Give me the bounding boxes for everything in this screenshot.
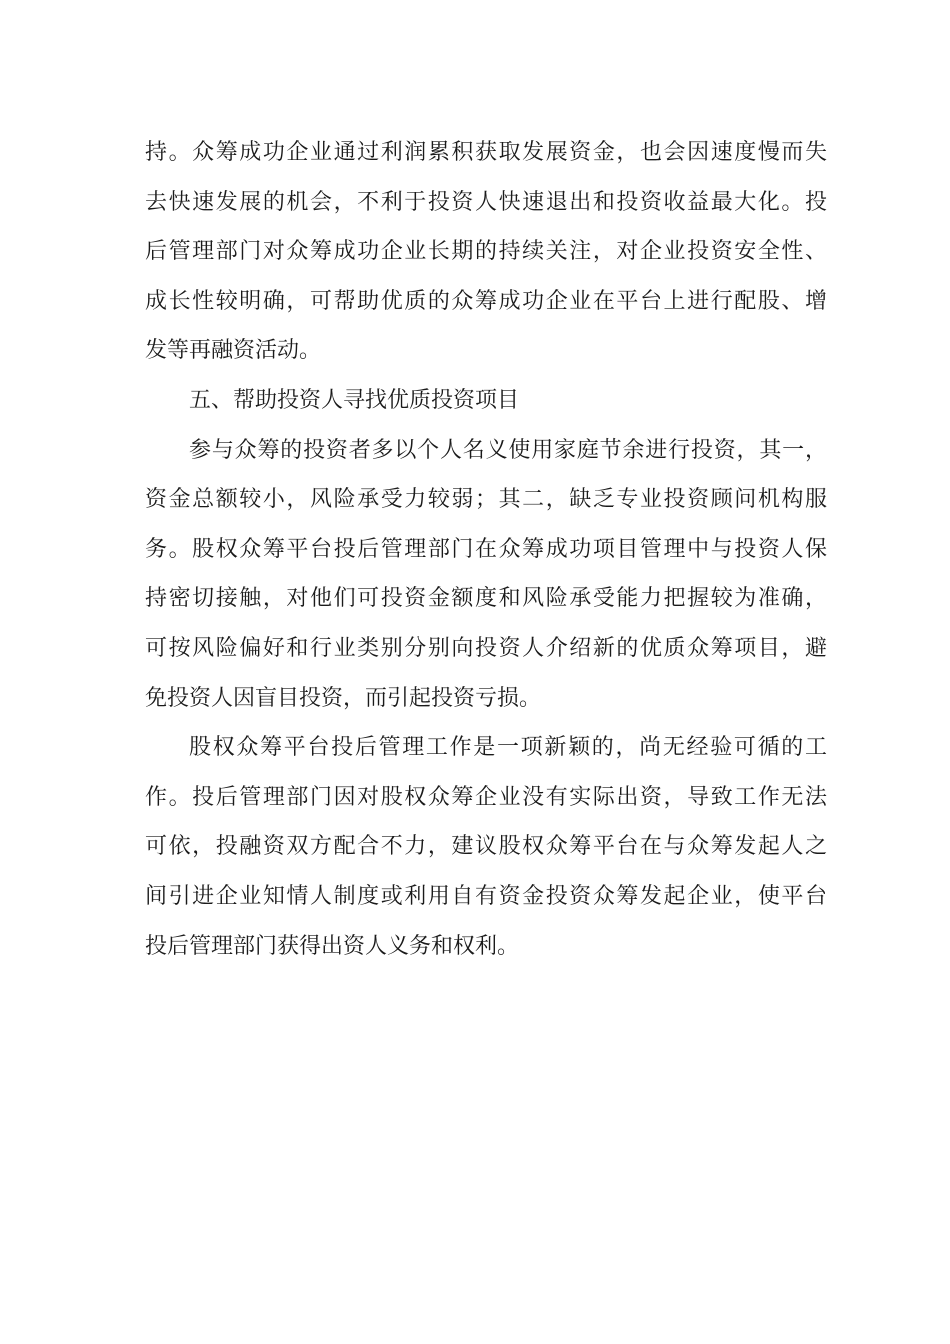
paragraph-line: 可依，投融资双方配合不力，建议股权众筹平台在与众筹发起人之 <box>145 834 827 860</box>
paragraph-line: 资金总额较小，风险承受力较弱；其二，缺乏专业投资顾问机构服 <box>145 487 827 513</box>
paragraph-line: 股权众筹平台投后管理工作是一项新颖的，尚无经验可循的工 <box>189 735 827 761</box>
paragraph-line: 去快速发展的机会，不利于投资人快速退出和投资收益最大化。投 <box>145 189 827 215</box>
paragraph-line: 免投资人因盲目投资，而引起投资亏损。 <box>145 685 542 711</box>
paragraph-line: 持。众筹成功企业通过利润累积获取发展资金，也会因速度慢而失 <box>145 140 827 165</box>
paragraph-line: 作。投后管理部门因对股权众筹企业没有实际出资，导致工作无法 <box>145 784 827 810</box>
paragraph-line: 成长性较明确，可帮助优质的众筹成功企业在平台上进行配股、增 <box>145 288 827 314</box>
document-body <box>145 128 827 971</box>
paragraph-line: 务。股权众筹平台投后管理部门在众筹成功项目管理中与投资人保 <box>145 536 827 562</box>
section-heading: 五、帮助投资人寻找优质投资项目 <box>189 387 520 413</box>
paragraph-line: 投后管理部门获得出资人义务和权利。 <box>145 933 520 959</box>
paragraph-line: 持密切接触，对他们可投资金额度和风险承受能力把握较为准确， <box>145 586 827 612</box>
paragraph-line: 参与众筹的投资者多以个人名义使用家庭节余进行投资，其一， <box>189 437 827 463</box>
paragraph-line: 间引进企业知情人制度或利用自有资金投资众筹发起企业，使平台 <box>145 883 827 909</box>
paragraph-line: 发等再融资活动。 <box>145 338 322 364</box>
paragraph-line: 后管理部门对众筹成功企业长期的持续关注，对企业投资安全性、 <box>145 239 827 265</box>
paragraph-line: 可按风险偏好和行业类别分别向投资人介绍新的优质众筹项目，避 <box>145 635 827 661</box>
